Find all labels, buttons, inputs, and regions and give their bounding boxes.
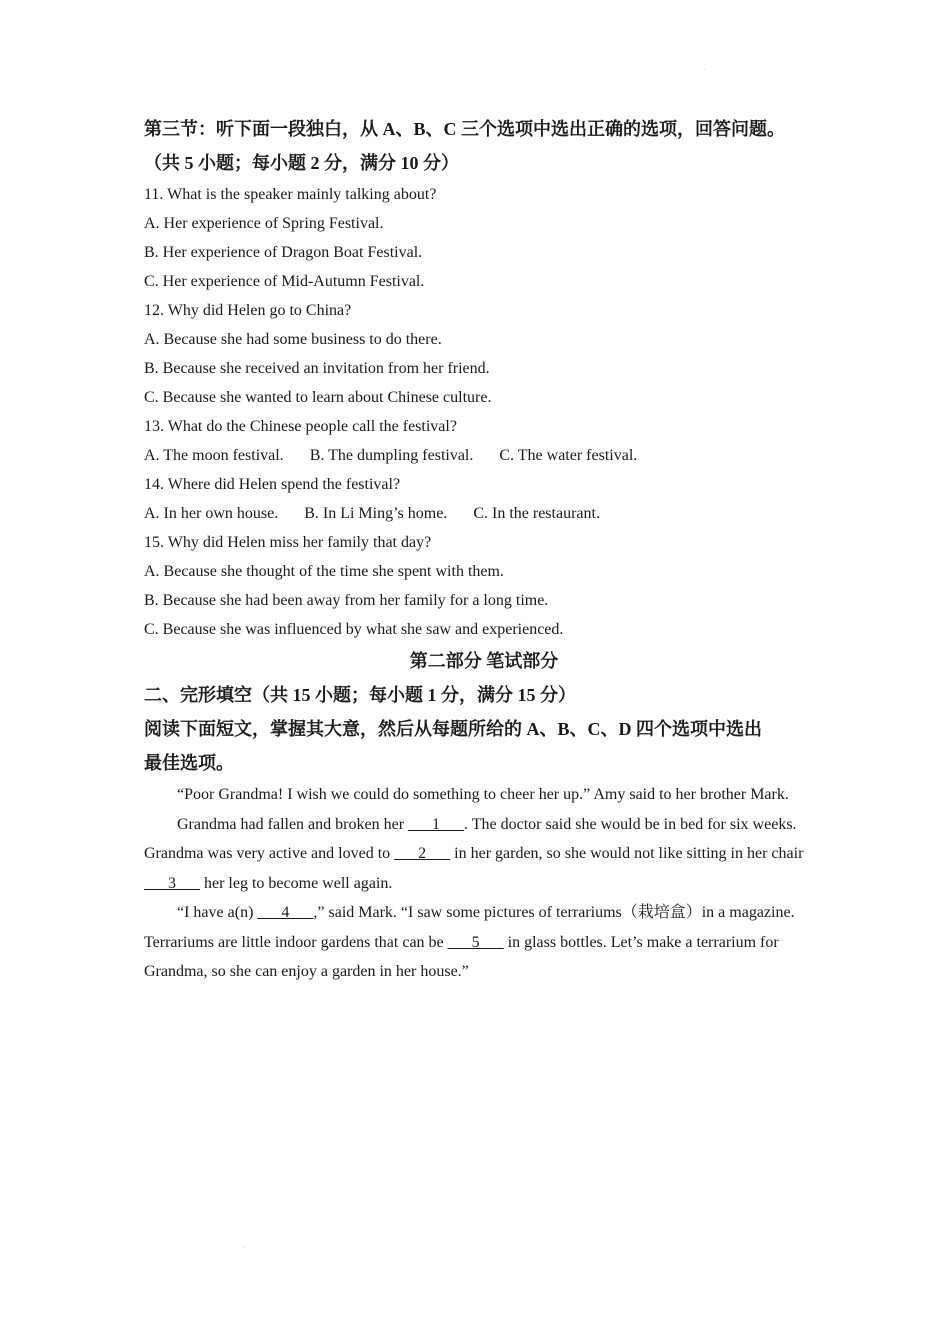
option-b: B. The dumpling festival. <box>309 447 474 464</box>
passage-paragraph-1: “Poor Grandma! I wish we could do something to cheer her up.” Amy said to her brother Mark. <box>177 786 789 803</box>
option-c: C. The water festival. <box>499 447 638 464</box>
question-text: 11. What is the speaker mainly talking about? <box>144 186 437 203</box>
option-b: B. In Li Ming’s home. <box>304 505 448 522</box>
passage-text: in glass bottles. Let’s make a terrarium for Grandma, so she can enjoy a garden in her house.” <box>144 933 779 980</box>
blank-5: ___5___ <box>447 933 504 951</box>
scan-dot: . <box>704 66 706 72</box>
question-13 <box>144 412 824 470</box>
document-page <box>144 112 824 987</box>
option-b: B. Because she received an invitation from her friend. <box>144 360 490 377</box>
options-row <box>144 499 824 528</box>
question-text: 14. Where did Helen spend the festival? <box>144 476 401 493</box>
option-a: A. The moon festival. <box>144 447 284 464</box>
question-14 <box>144 470 824 528</box>
scan-dot: . <box>243 1244 245 1250</box>
passage-paragraph-2 <box>144 810 824 899</box>
option-b: B. Because she had been away from her family for a long time. <box>144 592 549 609</box>
passage-paragraph-3 <box>144 898 824 987</box>
cloze-instruction-cont: 最佳选项。 <box>144 753 234 773</box>
blank-1: ___1___ <box>408 815 465 833</box>
passage-text: in her garden, so she would not like sitting in her chair <box>450 845 804 862</box>
question-text: 15. Why did Helen miss her family that day? <box>144 534 432 551</box>
question-text: 13. What do the Chinese people call the festival? <box>144 418 457 435</box>
option-c: C. In the restaurant. <box>473 505 600 522</box>
blank-4: ___4___ <box>257 904 314 921</box>
section3-score-note: （共 5 小题；每小题 2 分，满分 10 分） <box>144 153 459 173</box>
passage-text: her leg to become well again. <box>200 874 393 892</box>
blank-2: ___2___ <box>394 845 451 862</box>
option-a: A. Because she had some business to do there. <box>144 331 442 348</box>
option-b: B. Her experience of Dragon Boat Festival. <box>144 244 423 261</box>
passage-text: . The doctor said she would be in bed for six weeks. Grandma was very active and loved to <box>144 815 797 862</box>
cloze-instruction: 阅读下面短文，掌握其大意，然后从每题所给的 A、B、C、D 四个选项中选出 <box>144 719 762 739</box>
passage-text: Grandma had fallen and broken her <box>177 815 409 833</box>
option-c: C. Her experience of Mid-Autumn Festival. <box>144 273 425 290</box>
option-a: A. Her experience of Spring Festival. <box>144 215 384 232</box>
passage-text: ,” said Mark. “I saw some pictures of terrariums（栽培盒）in a magazine. Terrariums are little indoor gardens that can be <box>144 904 795 951</box>
option-a: A. Because she thought of the time she spent with them. <box>144 563 504 580</box>
blank-3: ___3___ <box>144 874 200 892</box>
options-row <box>144 441 824 470</box>
question-12 <box>144 296 824 412</box>
option-a: A. In her own house. <box>144 505 279 522</box>
part2-title: 第二部分 笔试部分 <box>409 651 559 671</box>
passage-text: “I have a(n) <box>177 904 258 921</box>
question-text: 12. Why did Helen go to China? <box>144 302 352 319</box>
question-11 <box>144 180 824 296</box>
option-c: C. Because she wanted to learn about Chinese culture. <box>144 389 492 406</box>
question-15 <box>144 528 824 644</box>
option-c: C. Because she was influenced by what she saw and experienced. <box>144 621 564 638</box>
section3-heading: 第三节：听下面一段独白，从 A、B、C 三个选项中选出正确的选项，回答问题。 <box>144 119 786 139</box>
cloze-heading: 二、完形填空（共 15 小题；每小题 1 分，满分 15 分） <box>144 685 576 705</box>
